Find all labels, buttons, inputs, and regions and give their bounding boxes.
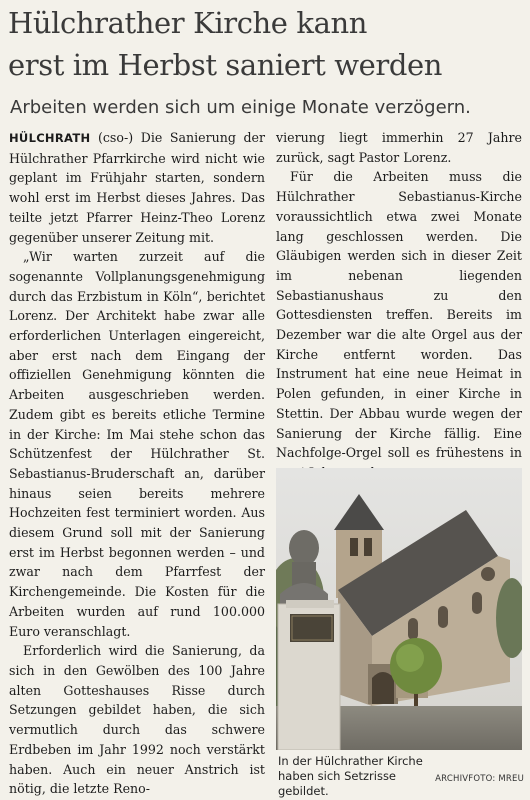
author-tag: (cso-) <box>90 130 141 145</box>
article-column-left <box>9 128 265 799</box>
body-paragraph: „Wir warten zurzeit auf die sogenannte Vollplanungsgenehmigung durch das Erzbistum in Köln“, berichtet Lorenz. Der Architekt habe zwar alle erforderlichen Unterlagen eingereicht, aber erst nach dem Eingang der offiziellen Genehmigung könnten die Arbeiten ausgeschrieben werden. Zudem gibt es bereits etliche Termine in der Kirche: Im Mai stehe schon das Schützenfest der Hülchrather St. Sebastianus-Bruderschaft an, darüber hinaus seien bereits mehrere Hochzeiten fest terminiert worden. Aus diesem Grund soll mit der Sanierung erst im Herbst begonnen werden – und zwar nach dem Pfarrfest der Kirchengemeinde. Die Kosten für die Arbeiten wurden auf rund 100.000 Euro veranschlagt. <box>9 249 265 639</box>
lead-paragraph-text: Die Sanierung der Hülchrather Pfarrkirche wird nicht wie geplant im Frühjahr starten, sondern wohl erst im Herbst dieses Jahres. Das teilte jetzt Pfarrer Heinz-Theo Lorenz gegenüber unserer Zeitung mit. <box>9 130 266 245</box>
headline <box>8 2 524 86</box>
body-paragraph: Für die Arbeiten muss die Hülchrather Sebastianus-Kirche voraussichtlich etwa zwei Monate lang geschlossen werden. Die Gläubigen werden sich in dieser Zeit im nebenan liegenden Sebastianushaus zu den Gottesdiensten treffen. Bereits im Dezember war die alte Orgel aus der Kirche entfernt worden. Das Instrument hat eine neue Heimat in Polen gefunden, in einer Kirche in Stettin. Der Abbau wurde wegen der Sanierung der Kirche fällig. Eine Nachfolge-Orgel soll es frühestens in <box>276 169 522 461</box>
headline-line-2: erst im Herbst saniert werden <box>8 48 443 82</box>
lead-paragraph <box>9 128 265 247</box>
subheadline: Arbeiten werden sich um einige Monate verzögern. <box>10 97 471 118</box>
continuation-paragraph: vierung liegt immerhin 27 Jahre zurück, sagt Pastor Lorenz. <box>276 130 522 165</box>
article-column-right <box>276 128 522 483</box>
headline-line-1: Hülchrather Kirche kann <box>8 6 368 40</box>
church-illustration <box>276 468 522 750</box>
photo-credit: ARCHIVFOTO: MREU <box>435 774 524 784</box>
body-paragraph: Erforderlich wird die Sanierung, da sich in den Gewölben des 100 Jahre alten Gotteshauses Risse durch Setzungen gebildet haben, die sich vermutlich durch das schwere Erdbeben im Jahr 1992 noch verstärkt haben. Auch ein neuer Anstrich ist nötig, die letzte Reno- <box>9 643 265 797</box>
church-photo <box>276 468 522 750</box>
dateline: HÜLCHRATH <box>9 131 91 145</box>
photo-caption: In der Hülchrather Kirche haben sich Setzrisse gebildet. <box>278 754 423 798</box>
